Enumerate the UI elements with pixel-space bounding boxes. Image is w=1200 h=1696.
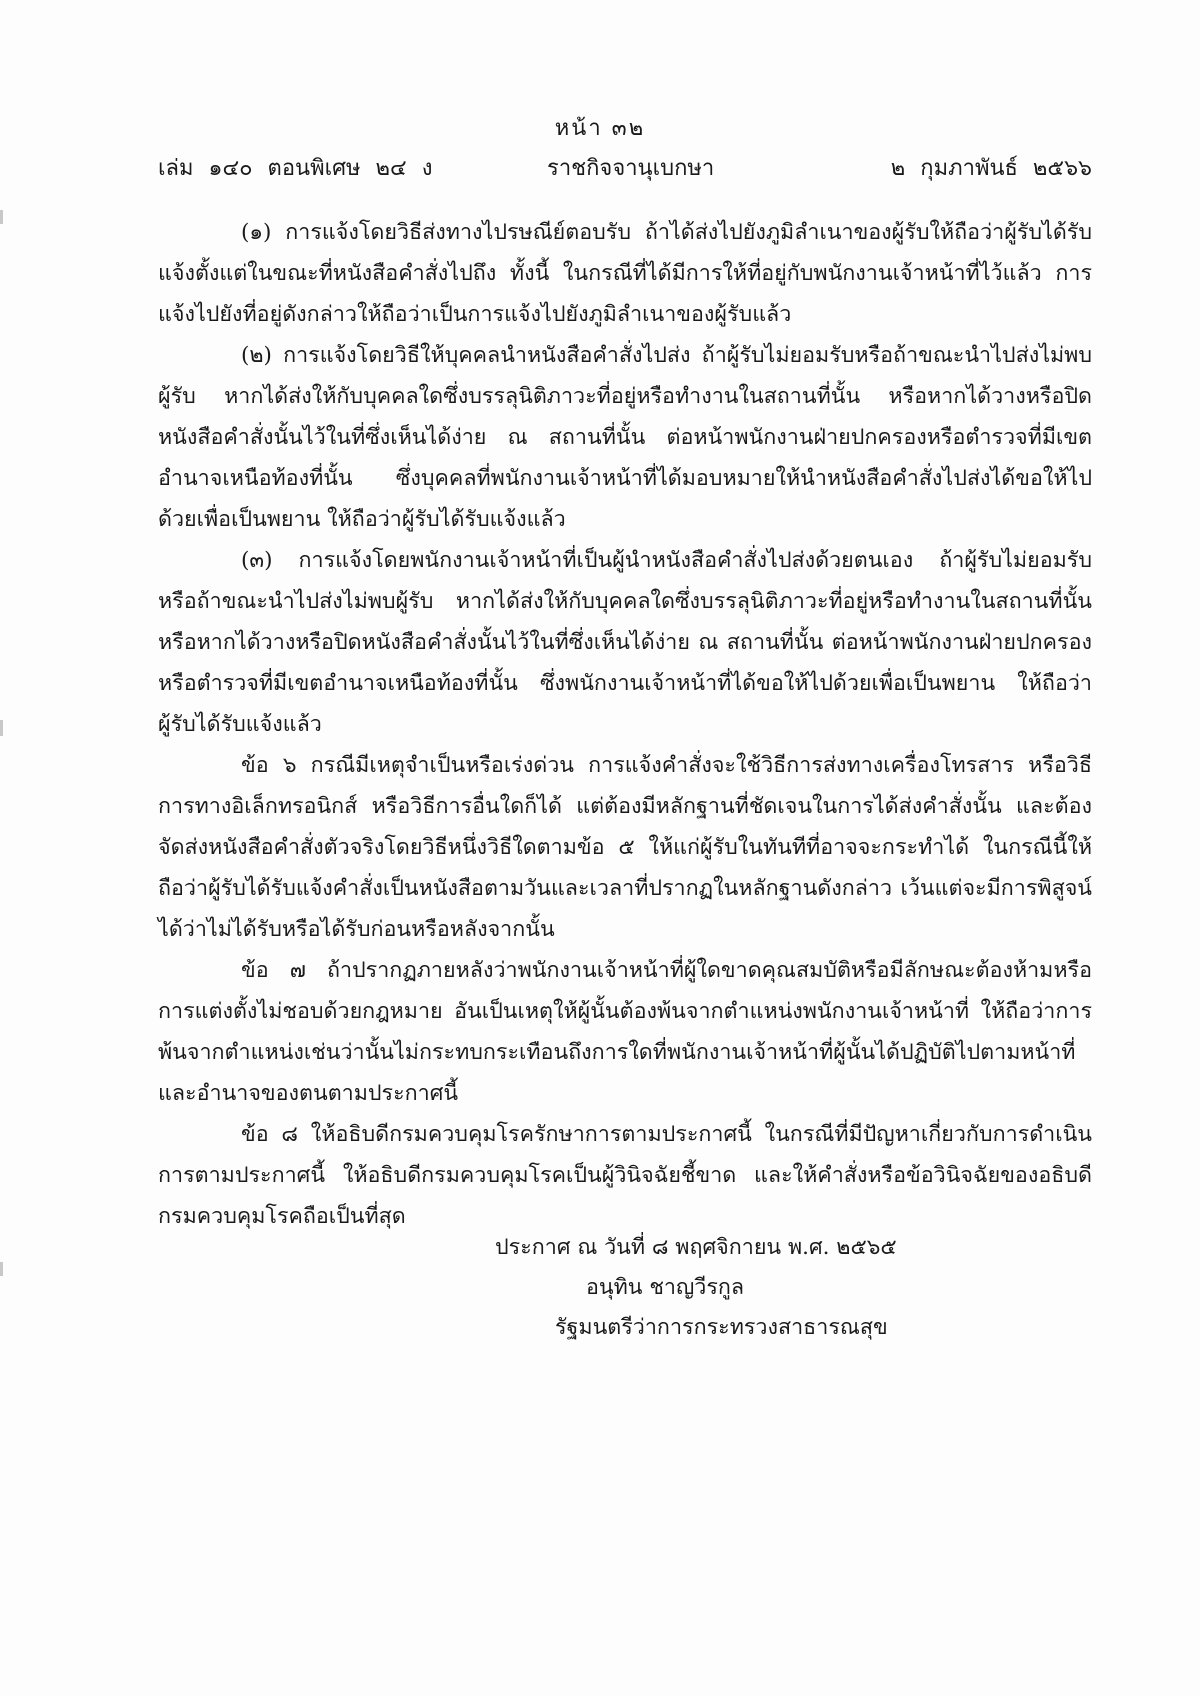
signatory-name: อนุทิน ชาญวีรกูล [586,1275,745,1300]
publication-date: ๒ กุมภาพันธ์ ๒๕๖๖ [890,156,1092,181]
clause-paragraph: (๒) การแจ้งโดยวิธีให้บุคคลนำหนังสือคำสั่งไปส่ง ถ้าผู้รับไม่ยอมรับหรือถ้าขณะนำไปส่งไม่พบผู้รับ หากได้ส่งให้กับบุคคลใดซึ่งบรรลุนิติภาวะที่อยู่หรือทำงานในสถานที่นั้น หรือหากได้วางหรือปิดหนังสือคำสั่งนั้นไว้ในที่ซึ่งเห็นได้ง่าย ณ สถานที่นั้น ต่อหน้าพนักงานฝ่ายปกครองหรือตำรวจที่มีเขตอำนาจเหนือท้องที่นั้น ซึ่งบุคคลที่พนักงานเจ้าหน้าที่ได้มอบหมายให้นำหนังสือคำสั่งไปส่งได้ขอให้ไปด้วยเพื่อเป็นพยาน ให้ถือว่าผู้รับได้รับแจ้งแล้ว [158,343,1092,532]
publication-name: ราชกิจจานุเบกษา [547,156,715,181]
gazette-header [158,150,1092,180]
signatory-position: รัฐมนตรีว่าการกระทรวงสาธารณสุข [555,1315,888,1340]
volume-issue: เล่ม ๑๔๐ ตอนพิเศษ ๒๔ ง [158,156,433,181]
scan-margin-mark [0,1262,3,1276]
page-number: หน้า ๓๒ [554,116,646,141]
document-body [158,212,1092,1237]
clause-paragraph: (๓) การแจ้งโดยพนักงานเจ้าหน้าที่เป็นผู้นำหนังสือคำสั่งไปส่งด้วยตนเอง ถ้าผู้รับไม่ยอมรับหรือถ้าขณะนำไปส่งไม่พบผู้รับ หากได้ส่งให้กับบุคคลใดซึ่งบรรลุนิติภาวะที่อยู่หรือทำงานในสถานที่นั้น หรือหากได้วางหรือปิดหนังสือคำสั่งนั้นไว้ในที่ซึ่งเห็นได้ง่าย ณ สถานที่นั้น ต่อหน้าพนักงานฝ่ายปกครองหรือตำรวจที่มีเขตอำนาจเหนือท้องที่นั้น ซึ่งพนักงานเจ้าหน้าที่ได้ขอให้ไปด้วยเพื่อเป็นพยาน ให้ถือว่าผู้รับได้รับแจ้งแล้ว [158,548,1092,737]
clause-paragraph: ข้อ ๘ ให้อธิบดีกรมควบคุมโรครักษาการตามประกาศนี้ ในกรณีที่มีปัญหาเกี่ยวกับการดำเนินการตามประกาศนี้ ให้อธิบดีกรมควบคุมโรคเป็นผู้วินิจฉัยชี้ขาด และให้คำสั่งหรือข้อวินิจฉัยของอธิบดีกรมควบคุมโรคถือเป็นที่สุด [158,1122,1092,1229]
announcement-date: ประกาศ ณ วันที่ ๘ พฤศจิกายน พ.ศ. ๒๕๖๕ [495,1235,897,1260]
clause-paragraph: (๑) การแจ้งโดยวิธีส่งทางไปรษณีย์ตอบรับ ถ้าได้ส่งไปยังภูมิลำเนาของผู้รับให้ถือว่าผู้รับได้รับแจ้งตั้งแต่ในขณะที่หนังสือคำสั่งไปถึง ทั้งนี้ ในกรณีที่ได้มีการให้ที่อยู่กับพนักงานเจ้าหน้าที่ไว้แล้ว การแจ้งไปยังที่อยู่ดังกล่าวให้ถือว่าเป็นการแจ้งไปยังภูมิลำเนาของผู้รับแล้ว [158,220,1092,327]
clause-paragraph: ข้อ ๖ กรณีมีเหตุจำเป็นหรือเร่งด่วน การแจ้งคำสั่งจะใช้วิธีการส่งทางเครื่องโทรสาร หรือวิธีการทางอิเล็กทรอนิกส์ หรือวิธีการอื่นใดก็ได้ แต่ต้องมีหลักฐานที่ชัดเจนในการได้ส่งคำสั่งนั้น และต้องจัดส่งหนังสือคำสั่งตัวจริงโดยวิธีหนึ่งวิธีใดตามข้อ ๕ ให้แก่ผู้รับในทันทีที่อาจจะกระทำได้ ในกรณีนี้ให้ถือว่าผู้รับได้รับแจ้งคำสั่งเป็นหนังสือตามวันและเวลาที่ปรากฏในหลักฐานดังกล่าว เว้นแต่จะมีการพิสูจน์ได้ว่าไม่ได้รับหรือได้รับก่อนหรือหลังจากนั้น [158,753,1092,942]
signature-block [495,1228,1095,1348]
scan-margin-mark [0,210,3,224]
scan-margin-mark [0,720,3,736]
clause-paragraph: ข้อ ๗ ถ้าปรากฏภายหลังว่าพนักงานเจ้าหน้าที่ผู้ใดขาดคุณสมบัติหรือมีลักษณะต้องห้ามหรือการแต่งตั้งไม่ชอบด้วยกฎหมาย อันเป็นเหตุให้ผู้นั้นต้องพ้นจากตำแหน่งพนักงานเจ้าหน้าที่ ให้ถือว่าการพ้นจากตำแหน่งเช่นว่านั้นไม่กระทบกระเทือนถึงการใดที่พนักงานเจ้าหน้าที่ผู้นั้นได้ปฏิบัติไปตามหน้าที่และอำนาจของตนตามประกาศนี้ [158,958,1092,1106]
